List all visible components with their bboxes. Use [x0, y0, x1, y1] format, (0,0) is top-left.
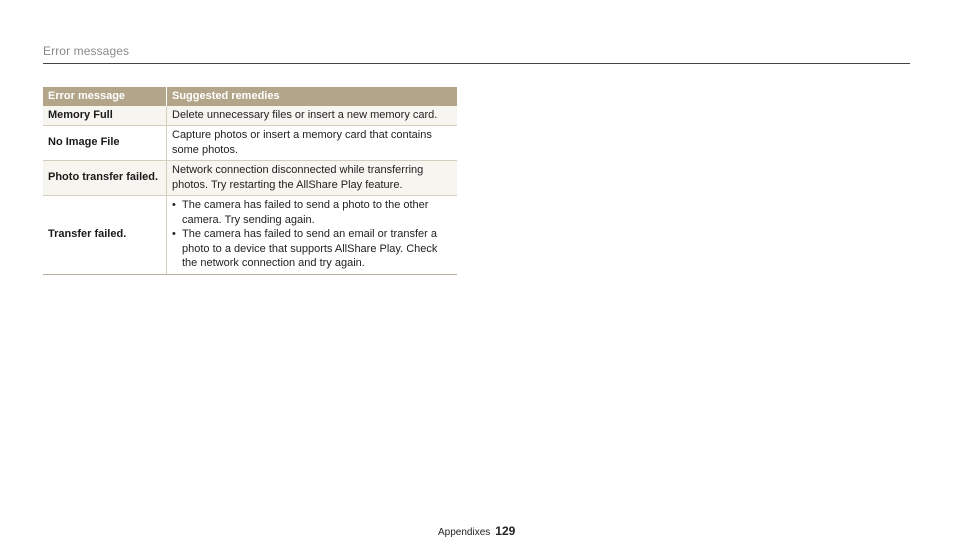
- remedy-cell: [167, 196, 458, 275]
- page-number: 129: [495, 524, 516, 538]
- column-header-suggested-remedies: Suggested remedies: [167, 87, 458, 106]
- table-row: [43, 106, 457, 126]
- remedy-list: [172, 198, 452, 271]
- bullet-icon: •: [172, 228, 176, 240]
- remedy-text: The camera has failed to send an email or transfer a photo to a device that supports AllShare Play. Check the network connection and try again.: [182, 228, 438, 269]
- error-message-cell: Memory Full: [43, 106, 167, 126]
- bullet-icon: •: [172, 199, 176, 211]
- list-item: [172, 198, 452, 227]
- page-footer: [438, 524, 515, 538]
- remedy-cell: Capture photos or insert a memory card that contains some photos.: [167, 126, 458, 161]
- remedy-text: The camera has failed to send a photo to the other camera. Try sending again.: [182, 199, 429, 226]
- section-title: Error messages: [43, 44, 130, 58]
- error-messages-table: [43, 87, 457, 275]
- table-header-row: [43, 87, 457, 106]
- remedy-cell: Delete unnecessary files or insert a new memory card.: [167, 106, 458, 126]
- error-message-cell: Photo transfer failed.: [43, 161, 167, 196]
- table-row: [43, 126, 457, 161]
- footer-section: Appendixes: [438, 527, 491, 538]
- error-message-cell: No Image File: [43, 126, 167, 161]
- table-row: [43, 161, 457, 196]
- remedy-cell: Network connection disconnected while transferring photos. Try restarting the AllShare Play feature.: [167, 161, 458, 196]
- table-row: [43, 196, 457, 275]
- page-header: [43, 42, 910, 64]
- error-message-cell: Transfer failed.: [43, 196, 167, 275]
- list-item: [172, 227, 452, 271]
- column-header-error-message: Error message: [43, 87, 167, 106]
